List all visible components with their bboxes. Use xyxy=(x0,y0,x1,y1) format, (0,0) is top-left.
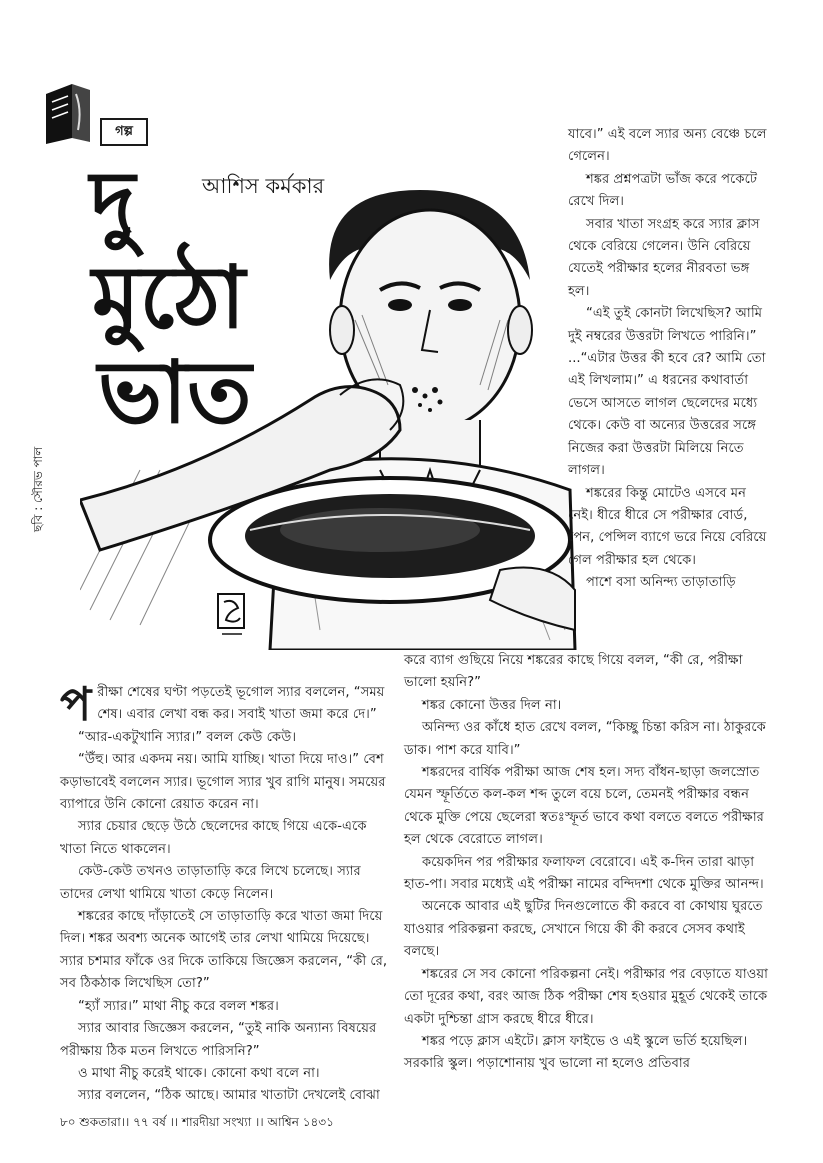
author-name: আশিস কর্মকার xyxy=(202,174,325,198)
paragraph: যাবে।” এই বলে স্যার অন্য বেঞ্চে চলে গেলেন। xyxy=(568,127,767,165)
paragraph: শঙ্করের কাছে দাঁড়াতেই সে তাড়াতাড়ি করে খাতা জমা দিয়ে দিল। শঙ্কর অবশ্য অনেক আগেই তার লেখা থামিয়ে দিয়েছে। স্যার চশমার ফাঁকে ওর দিকে তাকিয়ে জিজ্ঞেস করলেন, “কী রে, সব ঠিকঠাক লিখেছিস তো?” xyxy=(60,909,388,992)
story-title-line-2: মুঠো xyxy=(92,248,246,348)
paragraph: শঙ্করদের বার্ষিক পরীক্ষা আজ শেষ হল। সদ্য বাঁধন-ছাড়া জলস্রোত যেমন স্ফূর্তিতে কল-কল শব্দ তুলে বয়ে চলে, তেমনই পরীক্ষার বন্ধন থেকে মুক্তি পেয়ে ছেলেরা স্বতঃস্ফূর্ত ভাবে কথা বলতে বলতে পরীক্ষার হল থেকে বেরোতে লাগল। xyxy=(404,765,764,848)
right-column-text xyxy=(568,124,768,595)
paragraph: অনিন্দ্য ওর কাঁধে হাত রেখে বলল, “কিচ্ছু চিন্তা করিস না। ঠাকুরকে ডাক। পাশ করে যাবি।” xyxy=(404,720,766,758)
paragraph: কয়েকদিন পর পরীক্ষার ফলাফল বেরোবে। এই ক-দিন তারা ঝাড়া হাত-পা। সবার মধ্যেই এই পরীক্ষা নামের বন্দিদশা থেকে মুক্তির আনন্দ। xyxy=(404,854,764,893)
illustrator-credit: ছবি : সৌরভ পাল xyxy=(31,446,45,532)
paragraph: “আর-একটুখানি স্যার।” বলল কেউ কেউ। xyxy=(78,729,297,745)
category-label: গল্প xyxy=(100,118,148,146)
paragraph: “এই তুই কোনটা লিখেছিস? আমি দুই নম্বরের উত্তরটা লিখতে পারিনি।” ...“এটার উত্তর কী হবে রে? আমি তো এই লিখলাম।” এ ধরনের কথাবার্তা ভেসে আসতে লাগল ছেলেদের মধ্যে থেকে। কেউ বা অন্যের উত্তরের সঙ্গে নিজের করা উত্তরটা মিলিয়ে নিতে লাগল। xyxy=(568,306,766,479)
book-icon xyxy=(42,80,94,146)
paragraph: অনেকে আবার এই ছুটির দিনগুলোতে কী করবে বা কোথায় ঘুরতে যাওয়ার পরিকল্পনা করছে, সেখানে গিয়ে কী কী করবে সেসব কথাই বলছে। xyxy=(404,899,763,960)
paragraph: পাশে বসা অনিন্দ্য তাড়াতাড়ি xyxy=(586,575,736,591)
paragraph: স্যার বললেন, “ঠিক আছে। আমার খাতাটা দেখলেই বোঝা xyxy=(78,1088,380,1104)
paragraph: “উঁহু। আর একদম নয়। আমি যাচ্ছি। খাতা দিয়ে দাও।” বেশ কড়াভাবেই বললেন স্যার। ভূগোল স্যার খুব রাগি মানুষ। সময়ের ব্যাপারে উনি কোনো রেয়াত করেন না। xyxy=(60,752,386,813)
artist-signature xyxy=(214,590,250,640)
paragraph: শঙ্করের সে সব কোনো পরিকল্পনা নেই। পরীক্ষার পর বেড়াতে যাওয়া তো দূরের কথা, বরং আজ ঠিক পরীক্ষা শেষ হওয়ার মুহূর্ত থেকেই তাকে একটা দুশ্চিন্তা গ্রাস করছে ধীরে ধীরে। xyxy=(404,966,768,1027)
opening-text: রীক্ষা শেষের ঘণ্টা পড়তেই ভূগোল স্যার বললেন, “সময় শেষ। এবার লেখা বন্ধ কর। সবাই খাতা জমা করে দে।” xyxy=(97,685,385,723)
paragraph: শঙ্কর পড়ে ক্লাস এইটে। ক্লাস ফাইভে ও এই স্কুলে ভর্তি হয়েছিল। সরকারি স্কুল। পড়াশোনায় খুব ভালো না হলেও প্রতিবার xyxy=(404,1033,748,1072)
paragraph: শঙ্কর কোনো উত্তর দিল না। xyxy=(422,697,562,713)
paragraph: করে ব্যাগ গুছিয়ে নিয়ে শঙ্করের কাছে গিয়ে বলল, “কী রে, পরীক্ষা ভালো হয়নি?” xyxy=(404,653,743,691)
paragraph: ও মাথা নীচু করেই থাকে। কোনো কথা বলে না। xyxy=(78,1065,320,1081)
paragraph: স্যার আবার জিজ্ঞেস করলেন, “তুই নাকি অন্যান্য বিষয়ের পরীক্ষায় ঠিক মতন লিখতে পারিসনি?” xyxy=(60,1021,377,1059)
page-footer: ৮০ শুকতারা।। ৭৭ বর্ষ ।। শারদীয়া সংখ্যা ।। আশ্বিন ১৪৩১ xyxy=(60,1115,334,1129)
paragraph: শঙ্করের কিন্তু মোটেও এসবে মন নেই। ধীরে ধীরে সে পরীক্ষার বোর্ড, পেন, পেন্সিল ব্যাগে ভরে নিয়ে বেরিয়ে গেল পরীক্ষার হল থেকে। xyxy=(568,485,767,568)
opening-paragraph xyxy=(60,677,395,731)
paragraph: কেউ-কেউ তখনও তাড়াতাড়ি করে লিখে চলেছে। স্যার তাদের লেখা থামিয়ে খাতা কেড়ে নিলেন। xyxy=(60,864,361,902)
paragraph: শঙ্কর প্রশ্নপত্রটা ভাঁজ করে পকেটে রেখে দিল। xyxy=(568,171,758,210)
bottom-left-column-text xyxy=(60,677,395,1108)
paragraph: সবার খাতা সংগ্রহ করে স্যার ক্লাস থেকে বেরিয়ে গেলেন। উনি বেরিয়ে যেতেই পরীক্ষার হলের নীরবতা ভঙ্গ হল। xyxy=(568,216,760,299)
story-title-line-1: দু xyxy=(90,153,136,253)
paragraph: স্যার চেয়ার ছেড়ে উঠে ছেলেদের কাছে গিয়ে একে-একে খাতা নিতে থাকলেন। xyxy=(60,819,367,857)
paragraph: “হ্যাঁ স্যার।” মাথা নীচু করে বলল শঙ্কর। xyxy=(78,998,279,1014)
story-title-line-3: ভাত xyxy=(98,343,252,443)
bottom-right-column-text xyxy=(404,650,768,1076)
drop-cap: প xyxy=(60,677,92,731)
